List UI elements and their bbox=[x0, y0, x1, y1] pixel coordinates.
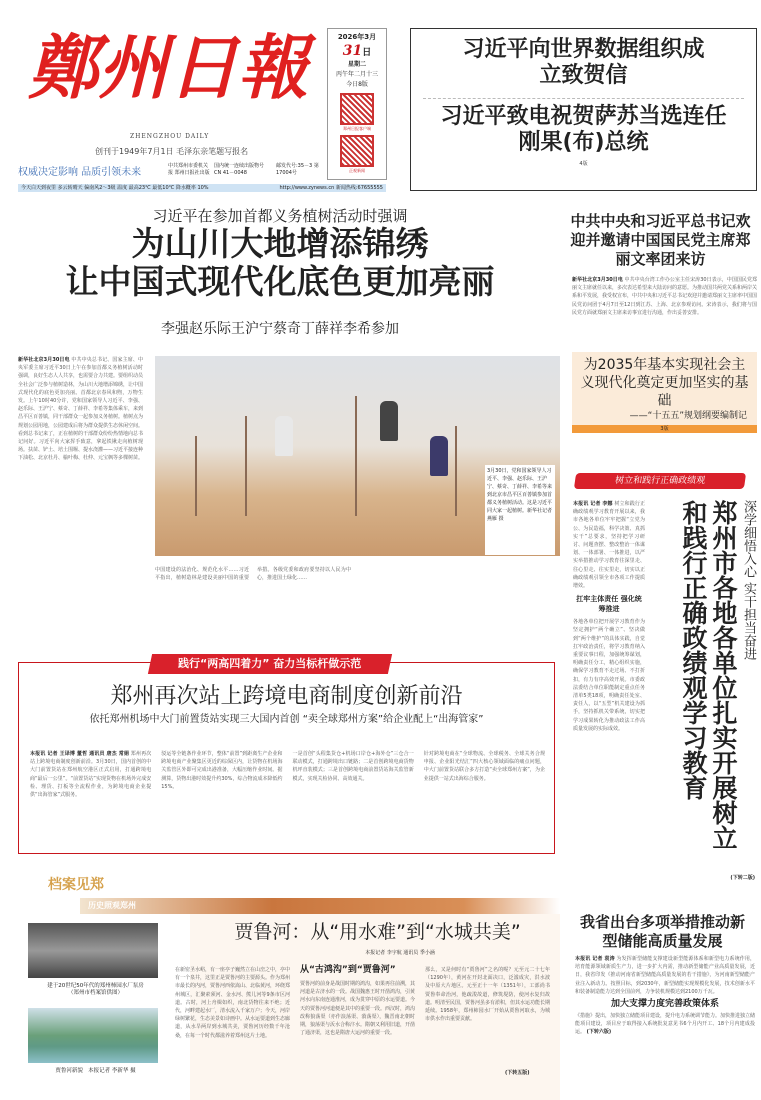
feature-col: 针对跨境电商在“全球物流、全球税务、全球关务合规申报、企业阳光结汇”四大核心领域面临的痛点问题，中大门前置货站联合多方打造“卖全球郑州方案”，为企业提供一站式出海综合服务。 bbox=[423, 751, 545, 782]
qr2-label: 正观新闻 bbox=[349, 168, 365, 173]
story3-body bbox=[573, 500, 645, 865]
story3-subhead: 扛牢主体责任 强化统筹推进 bbox=[576, 595, 642, 614]
lead-body-continued: 中国建设的法治化、规范化水平……习近平指出，植树造林是建设美丽中国的重要举措。各级党委和政府要坚持以人民为中心，推进国土绿化…… bbox=[155, 567, 351, 582]
founded-line: 创刊于1949年7月1日 毛泽东亲笔题写报名 bbox=[95, 147, 249, 156]
weather-bar bbox=[18, 184, 386, 192]
story3-headline[interactable]: 郑州市各地各单位扎实开展树立和践行正确政绩观学习教育 bbox=[679, 500, 738, 850]
archive-section: 历史照观郑州 bbox=[88, 901, 136, 910]
dateline: 新华社北京3月30日电 bbox=[18, 357, 70, 363]
story4-text: 为发挥新型储能支撑建设新型能源体系和新型电力系统作用，培育能源领域新质生产力，进一步扩大内需，推动新型储能产业高质量发展，近日，我省印发《推动河南省新型储能高质量发展的若干措施》，为河南新型储能产业注入新动力。按照目标，到2030年，新型储能实现规模化发展，技术创新水平和装备制造能力达到全国前列，力争装机规模达到2100万千瓦。 bbox=[575, 956, 755, 995]
archive-col2: 贾鲁河的前身是战国时期的鸿沟，如果再往前溯，其河道是古济水的一段。战国魏惠王时开凿鸿沟，引黄河水向东南连通淮河，成为贯穿中原的水运要道。今天的贾鲁河河道便是其中的重要一段。西汉时，鸿沟改称狼荡渠（亦作浪荡渠、蒗荡渠），魏晋南北朝时期，狼荡渠与汳水合称汴水。隋朝又利用旧道，开凿了通济渠，这也是隋唐大运河的重要一段。 bbox=[300, 981, 415, 1037]
story2-subhead: ——“十五五”规划纲要编制记 bbox=[629, 411, 747, 421]
feature-col: 郑州再次站上跨境电商制度创新前沿。3月30日，国内首创的中大门前置货站在郑州航空港区正式启用，打通跨境电商“最后一公里”。“前置货站”实现货物在机场外完成安检、理货、打板等全流程作业，为跨境电商企业提供“出海管家”式服务。 bbox=[30, 751, 152, 799]
photo2-caption bbox=[28, 1068, 163, 1075]
dateline: 本报讯 记者 袁涛 bbox=[575, 956, 615, 962]
story4-body bbox=[575, 955, 755, 1065]
archive-banner bbox=[80, 898, 560, 914]
issn-info: 国内统一连续出版物号 CN 41－0048 bbox=[214, 163, 265, 176]
date-year-month: 2026年3月 bbox=[337, 33, 377, 41]
story3-text-2: 各地各单位把开展学习教育作为坚定拥护“两个确立”、坚决做到“两个维护”的具体实践，自觉扛牢政治责任，将学习教育纳入重要议事日程，加强统筹谋划，明确责任分工，精心组织实施，确保学习教育不走过场、不打折扣，有力有序高效开展。市委政法委结合单位职能制定重点任务清单5类18项，明确责任处室、责任人，以“五型”机关建设为抓手，坚持抓机关带系统，切实把学习成果转化为推动政法工作高质量发展的实际成效。 bbox=[573, 619, 645, 732]
archive-jump[interactable]: (下转五版) bbox=[505, 1070, 530, 1076]
story1-body bbox=[572, 276, 757, 342]
lead-text: 中共中央总书记、国家主席、中央军委主席习近平30日上午在参加首都义务植树活动时强调，良好生态人人共享，也需要合力共建。要组织动员全社会广泛参与植树造林，为山川大地增添锦绣，让中国式现代化的底色更加亮丽。首都北京春风和煦，万物生发。上午10时40分许，党和国家领导人习近平、李强、赵乐际、王沪宁、蔡奇、丁薛祥、李希等集体乘车，来到昌平区百善镇，同干部群众一起参加义务植树。植树点为规划公园用地，公园建成后将为群众提供生态休闲空间。看到总书记来了，正在植树的干部群众纷纷热情地向总书记问好。习近平向大家挥手致意，拿起铁锹走向植树现场。扶苗、铲土、培土围堰、提水浇灌——习近平接连种下油松、北京杜丹、榆叶梅、杜仲、元宝枫等多棵树苗。 bbox=[18, 357, 143, 462]
lead-body bbox=[18, 356, 143, 646]
date-box bbox=[327, 28, 387, 180]
photo1-caption-text: 建于20世纪50年代的郑州柿园水厂泵房 bbox=[47, 983, 144, 989]
photo2-caption-text: 贾鲁河新貌 bbox=[55, 1068, 83, 1074]
slogan: 权威决定影响 品质引领未来 bbox=[18, 167, 142, 178]
photo1-caption bbox=[28, 983, 163, 997]
top-news-box bbox=[410, 28, 757, 191]
date-day-suffix: 日 bbox=[362, 48, 372, 58]
top-headline-2[interactable]: 习近平致电祝贺萨苏当选连任刚果(布)总统 bbox=[440, 104, 727, 155]
page-count: 今日8版 bbox=[346, 81, 368, 88]
feature-subhead: 依托郑州机场中大门前置货站实现三大国内首创 “卖全球郑州方案”给企业配上“出海管家” bbox=[89, 714, 484, 725]
photo1-credit: （郑州市档案馆供图） bbox=[67, 990, 123, 996]
feature-tag-label: 践行“两高四着力” 奋力当标杆做示范 bbox=[178, 657, 362, 670]
lead-headline-line2: 让中国式现代化底色更加亮丽 bbox=[65, 262, 495, 301]
qr1-label: 郑州日报客户端 bbox=[343, 126, 371, 131]
weather-text: 今天白天到夜里 多云转晴天 偏南风2～3级 温度 最高23℃ 最低10℃ 降水概率 10% bbox=[21, 185, 209, 191]
archive-photo-new bbox=[28, 1008, 158, 1063]
lead-headline-line1: 为山川大地增添锦绣 bbox=[131, 224, 429, 263]
story4-jump[interactable]: (下转六版) bbox=[586, 1029, 612, 1036]
lead-kicker: 习近平在参加首都义务植树活动时强调 bbox=[152, 207, 408, 225]
dateline: 本报讯 记者 李娜 bbox=[573, 501, 613, 507]
story3-tab: 树立和践行正确政绩观 bbox=[574, 473, 746, 489]
story1-headline[interactable]: 中共中央和习近平总书记欢迎并邀请中国国民党主席郑丽文率团来访 bbox=[570, 212, 751, 268]
archive-col1: 在新密圣水峪，有一座亭子巍然立在山峦之中，亭中有一个泉井，这里正是贾鲁河的主要源头。作为郑州市最长的内河，贾鲁河西依嵩山、北临黄河，环绕郑州城区，汇聚索须河、金水河、熊儿河等9条市区河道。古时，河上舟楫如织，南北货物往来不绝；近代，河畔建起水厂，清水流入千家万户；今天，河岸绿树繁花，生态美景如诗画中。从水运要道到生态廊道，从水旱两岸到水城共美，贾鲁河历经数千年沧桑，在每一个时代都滋养着郑州这片土地。 bbox=[175, 967, 290, 1039]
qr-code-icon[interactable] bbox=[340, 135, 374, 167]
archive-headline[interactable]: 贾鲁河：从“用水难”到“水城共美” bbox=[234, 921, 521, 943]
story2-box[interactable] bbox=[572, 352, 757, 433]
masthead-english: ZHENGZHOU DAILY bbox=[130, 133, 210, 140]
org-info: 中共郑州市委机关报 郑州日报社出版 bbox=[168, 163, 210, 176]
date-lunar: 丙午年二月十三 bbox=[335, 71, 378, 78]
feature-headline[interactable]: 郑州再次站上跨境电商制度创新前沿 bbox=[110, 684, 463, 709]
story2-page: 3版 bbox=[572, 425, 757, 433]
story2-headline: 为2035年基本实现社会主义现代化奠定更加坚实的基础 bbox=[580, 357, 749, 409]
dateline: 本报讯 记者 王译博 董哲 通讯员 唐杰 常娟 bbox=[30, 751, 130, 757]
feature-body bbox=[30, 750, 545, 850]
website-hotline[interactable]: http://www.zynews.cn 新闻热线:67655555 bbox=[279, 185, 383, 191]
archive-subhead: 从“古鸿沟”到“贾鲁河” bbox=[300, 965, 396, 975]
feature-tag bbox=[148, 654, 392, 674]
feature-col: 一是首创“头程集货仓+机场口岸仓+海外仓”三仓合一联动模式，打通跨境出口链路；二是首创跨境电商货物机坪直装模式；三是首创跨境电商前置货站海关监管新模式，实现关检协同、高效通关。 bbox=[292, 751, 414, 782]
feature-col: 驳运等全链条作业环节，整体“前置”到距离生产企业和跨境电商产业聚集区更近的综保区内，让货物在机场海关监管区外即可完成出港准备，大幅压缩作业时间。据测算，货物出港时效提升约30%，综合物流成本降低约15%。 bbox=[161, 751, 283, 790]
top-headline-1[interactable]: 习近平向世界数据组织成立致贺信 bbox=[462, 37, 705, 88]
postal-info: 邮发代号:35－3 第17004号 bbox=[276, 163, 319, 176]
dateline: 新华社北京3月30日电 bbox=[572, 277, 623, 283]
date-weekday: 星期二 bbox=[347, 61, 366, 68]
lead-headline[interactable] bbox=[0, 225, 560, 301]
archive-byline: 本报记者 李宇航 通讯员 季小涵 bbox=[365, 950, 435, 956]
lead-subhead: 李强赵乐际王沪宁蔡奇丁薛祥李希参加 bbox=[161, 321, 399, 337]
story4-text-2: 《措施》提出，加快独立储能项目建设，提升电力系统调节能力。加快推进独立储能项目建设，项目应于取得接入系统批复意见书6个月内开工、18个月内建成投运。 bbox=[575, 1013, 755, 1036]
story3-text: 树立和践行正确政绩观学习教育开展以来，我市各地各单位牢牢把握“立党为公、为民造福，科学决策、真抓实干”总要求，坚持把学习研讨、问题查摆、整改整治一体谋划、一体部署、一体推进，以严实举措推动学习教育往深里走、往心里走、往实里走，切实以正确政绩观引领全市各项工作提质增效。 bbox=[573, 501, 645, 590]
archive-photo-old bbox=[28, 923, 158, 978]
photo2-credit: 本报记者 李新华 摄 bbox=[88, 1068, 136, 1074]
story4-headline[interactable]: 我省出台多项举措推动新型储能高质量发展 bbox=[579, 913, 745, 950]
divider bbox=[423, 98, 744, 99]
page-ref: 4版 bbox=[579, 161, 588, 167]
photo-caption: 3月30日，党和国家领导人习近平、李强、赵乐际、王沪宁、蔡奇、丁薛祥、李希等来到北京市昌平区百善镇参加首都义务植树活动。这是习近平同大家一起植树。新华社记者 燕雁 摄 bbox=[485, 465, 555, 555]
archive-col3: 那么，又是何时有“贾鲁河”之名的呢？元至元二十七年（1290年），黄河在开封北面决口，泛滥成灾，洪水波及中原大片地区。元至正十一年（1351年），工部尚书贾鲁奉命治河，他疏浚故道，修筑堤防，使河水复归故道。明清至民国，贾鲁河虽多有淤积，但其水运功能长期延续。1958年，郑州柿园水厂开始从贾鲁河取水，为城市供水作出重要贡献。 bbox=[425, 967, 550, 1023]
date-day: 31 bbox=[342, 43, 363, 59]
masthead-logo: 鄭州日報 bbox=[28, 26, 308, 109]
story3-kicker: 深学细悟入心 实干担当奋进 bbox=[741, 500, 756, 661]
qr-code-icon[interactable] bbox=[340, 93, 374, 125]
publication-info bbox=[168, 163, 323, 177]
story4-subhead: 加大支撑力度完善政策体系 bbox=[610, 999, 719, 1010]
archive-column-logo: 档案见郑 bbox=[48, 877, 104, 893]
story1-text: 中共中央台湾工作办公室主任宋涛30日表示，中国国民党郑丽文主席就任以来，多次表达希望来大陆访问的意愿。为推动国共两党关系和两岸关系和平发展，我受权宣布，中共中央和习近平总书记欢迎并邀请郑丽文主席率中国国民党访问团于4月7日至12日到江苏、上海、北京参观访问。宋涛表示，我们将与国民党方面就郑丽文主席来访事宜进行沟通，作出妥善安排。 bbox=[572, 277, 757, 316]
story3-jump[interactable]: (下转二版) bbox=[730, 875, 755, 881]
